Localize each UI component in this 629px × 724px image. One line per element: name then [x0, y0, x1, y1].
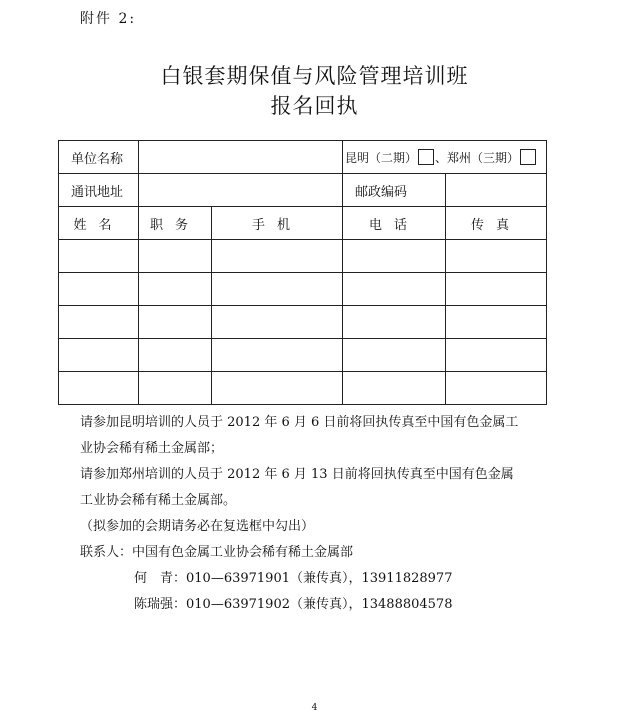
registration-form-table — [58, 140, 547, 405]
title-cell[interactable] — [139, 273, 212, 306]
name-cell[interactable] — [59, 372, 139, 405]
mobile-cell[interactable] — [212, 306, 343, 339]
contact1-name: 何 青： — [134, 571, 187, 586]
mobile-cell[interactable] — [212, 273, 343, 306]
title-cell[interactable] — [139, 306, 212, 339]
zhengzhou-checkbox[interactable] — [520, 149, 536, 165]
phone-cell[interactable] — [343, 273, 446, 306]
kunming-note-line1: 请参加昆明培训的人员于 2012 年 6 月 6 日前将回执传真至中国有色金属工 — [80, 415, 519, 430]
session-options — [343, 141, 547, 174]
postal-code-field[interactable] — [446, 174, 547, 207]
fax-cell[interactable] — [446, 339, 547, 372]
phone-cell[interactable] — [343, 339, 446, 372]
title-cell[interactable] — [139, 372, 212, 405]
contact2-phone: 010—63971902（兼传真），13488804578 — [186, 597, 453, 612]
table-header-row — [59, 207, 547, 240]
contact-line — [80, 540, 550, 566]
contact-label: 联系人： — [80, 545, 133, 560]
option-separator: 、 — [435, 150, 448, 165]
name-cell[interactable] — [59, 339, 139, 372]
title-cell[interactable] — [139, 240, 212, 273]
mobile-cell[interactable] — [212, 372, 343, 405]
attachment-label: 附件 2: — [80, 11, 137, 27]
fax-cell[interactable] — [446, 372, 547, 405]
kunming-checkbox[interactable] — [418, 149, 434, 165]
checkbox-note: （拟参加的会期请务必在复选框中勾出） — [80, 519, 315, 534]
page-number: 4 — [311, 703, 318, 713]
fax-cell[interactable] — [446, 273, 547, 306]
zhengzhou-option-label: 郑州（三期） — [447, 150, 520, 165]
contact1-phone: 010—63971901（兼传真），13911828977 — [186, 571, 453, 586]
table-row — [59, 273, 547, 306]
address-row — [59, 174, 547, 207]
fax-cell[interactable] — [446, 306, 547, 339]
column-header-phone: 电话 — [343, 207, 446, 240]
unit-name-row — [59, 141, 547, 174]
contact-org: 中国有色金属工业协会稀有稀土金属部 — [132, 545, 354, 560]
phone-cell[interactable] — [343, 240, 446, 273]
table-row — [59, 306, 547, 339]
fax-cell[interactable] — [446, 240, 547, 273]
column-header-name: 姓名 — [59, 207, 139, 240]
phone-cell[interactable] — [343, 306, 446, 339]
name-cell[interactable] — [59, 240, 139, 273]
postal-code-label: 邮政编码 — [343, 174, 446, 207]
table-row — [59, 372, 547, 405]
table-row — [59, 339, 547, 372]
contact2-line — [80, 592, 550, 618]
address-field[interactable] — [139, 174, 343, 207]
contact1-line — [80, 566, 550, 592]
kunming-option-label: 昆明（二期） — [345, 150, 418, 165]
column-header-title: 职务 — [139, 207, 212, 240]
mobile-cell[interactable] — [212, 339, 343, 372]
phone-cell[interactable] — [343, 372, 446, 405]
zhengzhou-note-line1: 请参加郑州培训的人员于 2012 年 6 月 13 日前将回执传真至中国有色金属 — [80, 467, 514, 482]
table-row — [59, 240, 547, 273]
column-header-mobile: 手机 — [212, 207, 343, 240]
page-title: 白银套期保值与风险管理培训班 — [160, 64, 469, 88]
column-header-fax: 传真 — [446, 207, 547, 240]
kunming-note-line2: 业协会稀有稀土金属部； — [80, 441, 224, 456]
address-label: 通讯地址 — [59, 174, 139, 207]
page-subtitle: 报名回执 — [270, 94, 359, 118]
unit-name-field[interactable] — [139, 141, 343, 174]
zhengzhou-note-line2: 工业协会稀有稀土金属部。 — [80, 493, 237, 508]
notes-section — [80, 410, 550, 618]
mobile-cell[interactable] — [212, 240, 343, 273]
name-cell[interactable] — [59, 306, 139, 339]
unit-name-label: 单位名称 — [59, 141, 139, 174]
title-cell[interactable] — [139, 339, 212, 372]
name-cell[interactable] — [59, 273, 139, 306]
contact2-name: 陈瑞强： — [134, 597, 187, 612]
